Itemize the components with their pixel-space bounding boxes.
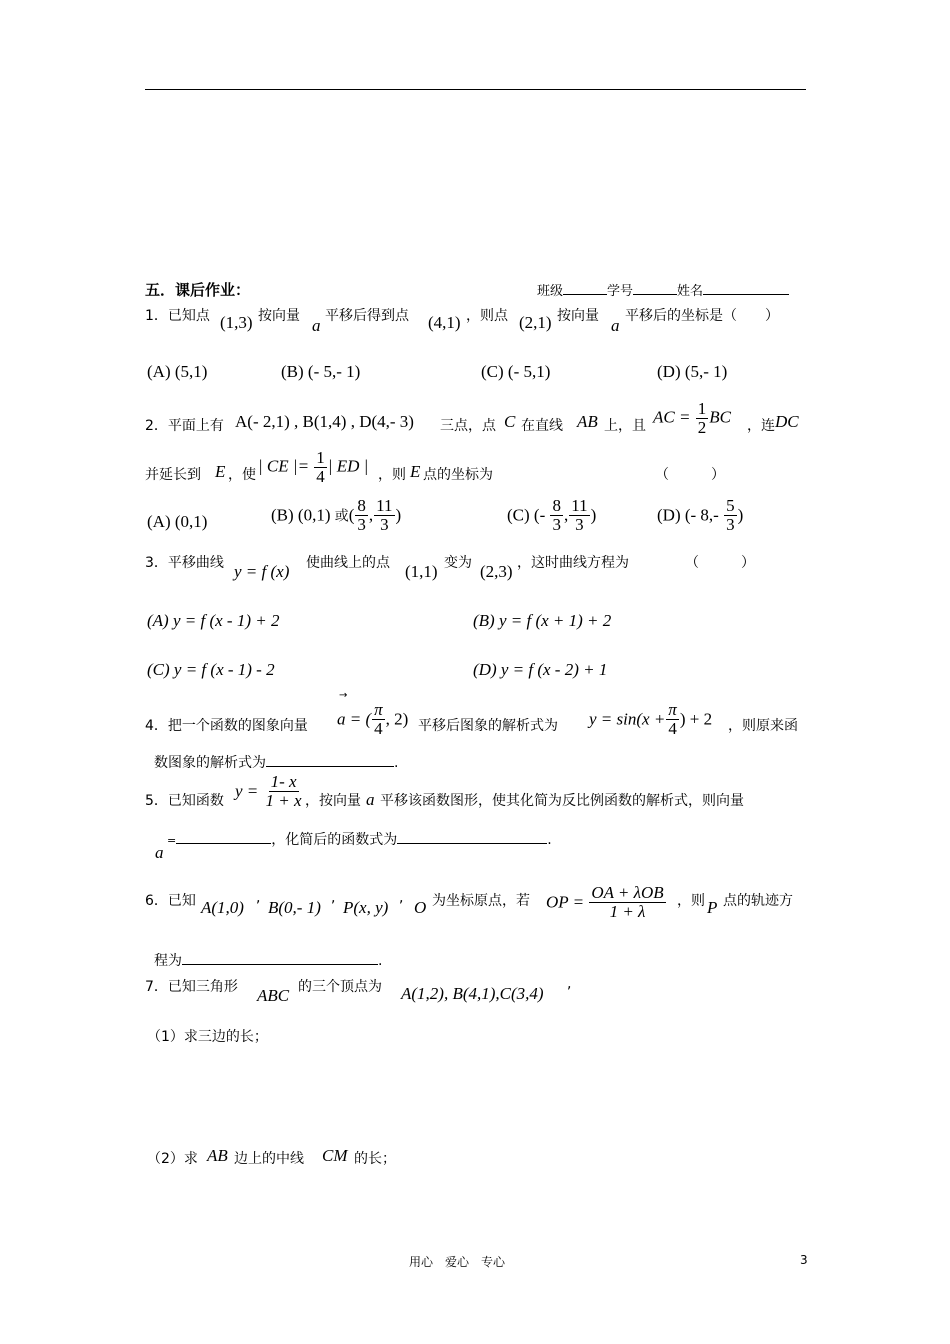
q2-text-a: 2．平面上有 bbox=[145, 418, 224, 434]
q4-answer-blank[interactable] bbox=[266, 752, 394, 767]
q2-c-11: 11 bbox=[571, 496, 588, 515]
q1-point2: (4,1) bbox=[428, 313, 461, 332]
q3-option-a[interactable]: (A) y = f (x - 1) + 2 bbox=[147, 611, 280, 630]
q4-text-b: 平移后图象的解析式为 bbox=[418, 718, 558, 734]
footer-motto: 用心 爱心 专心 bbox=[409, 1255, 506, 1269]
q5-fraction bbox=[264, 773, 304, 810]
q5-vector-blank[interactable] bbox=[176, 829, 271, 844]
q1-text-a: 1．已知点 bbox=[145, 308, 210, 324]
q6-text-a: 6．已知 bbox=[145, 893, 196, 909]
q2-quarter-fraction bbox=[314, 449, 327, 486]
q6-text-b: 为坐标原点，若 bbox=[432, 893, 530, 909]
q1-text-e: 按向量 bbox=[557, 308, 599, 324]
q7-text-b: 的三个顶点为 bbox=[298, 979, 382, 995]
q2-option-b-or: 或 bbox=[334, 508, 349, 525]
q2-point-a-text: A(- 2,1) bbox=[235, 412, 290, 431]
q6-sep3: , bbox=[399, 890, 404, 906]
q3-text-c: 变为 bbox=[444, 555, 472, 571]
q2-half-fraction bbox=[696, 400, 709, 437]
header-rule bbox=[145, 89, 806, 90]
q2-option-d-text: (D) (- 8,- bbox=[657, 505, 719, 525]
q4-line2-text: 数图象的解析式为 bbox=[154, 755, 266, 771]
q2-d-3: 3 bbox=[726, 514, 735, 534]
q4-vector-arrow: → bbox=[339, 690, 348, 701]
class-label: 班级 bbox=[537, 284, 564, 299]
q2-option-b[interactable]: (B) (0,1) 或( $\frac{8}{3}$ , $\frac{11}{3}$ ) bbox=[271, 496, 402, 534]
q2-b-3b: 3 bbox=[380, 514, 389, 534]
q7-sub2-c: 的长； bbox=[354, 1151, 396, 1167]
q2-dc: DC bbox=[775, 412, 799, 431]
q4-text-a: 4．把一个函数的图象向量 bbox=[145, 718, 308, 734]
q6-fraction bbox=[589, 884, 665, 921]
q2-option-b-frac1 bbox=[355, 497, 368, 534]
q3-text-a: 3．平移曲线 bbox=[145, 555, 224, 571]
q3-curve: y = f (x) bbox=[234, 562, 290, 581]
q2-quarter-num: 1 bbox=[316, 448, 325, 467]
q2-line2-a: 并延长到 bbox=[145, 467, 201, 483]
q6-den: 1 + λ bbox=[609, 901, 646, 921]
q7-sub2-a: （2）求 bbox=[147, 1151, 198, 1167]
q6-point-a: A(1,0) bbox=[201, 898, 244, 917]
q7-cm: CM bbox=[322, 1146, 348, 1165]
q2-ed-text: | ED | bbox=[327, 456, 369, 476]
q1-option-a[interactable]: (A) (5,1) bbox=[147, 362, 208, 381]
q2-option-a[interactable]: (A) (0,1) bbox=[147, 512, 208, 531]
q5-line2 bbox=[167, 829, 552, 849]
q4-four: 4 bbox=[374, 718, 383, 738]
q3-point1: (1,1) bbox=[405, 562, 438, 581]
q2-point-d-text: D(4,- 3) bbox=[359, 412, 414, 431]
q5-expression bbox=[235, 773, 305, 810]
q5-eq: = bbox=[167, 834, 177, 847]
q2-option-d[interactable]: (D) (- 8,- $\frac{5}{3}$ ) bbox=[657, 496, 744, 534]
q7-text-a: 7．已知三角形 bbox=[145, 979, 238, 995]
q2-c-8: 8 bbox=[552, 496, 561, 515]
page-number: 3 bbox=[800, 1253, 808, 1267]
q5-den: 1 + x bbox=[265, 790, 302, 810]
q6-sep2: , bbox=[331, 890, 336, 906]
q5-text-d: ，化简后的函数式为 bbox=[271, 832, 398, 848]
q4-expr-a: y = sin(x + bbox=[589, 709, 666, 729]
q2-bc: BC bbox=[709, 407, 731, 427]
q6-p: P bbox=[707, 898, 718, 917]
q5-end: . bbox=[547, 832, 552, 848]
name-blank[interactable] bbox=[703, 280, 789, 295]
q4-pi-frac bbox=[372, 701, 385, 738]
q6-line2 bbox=[154, 950, 382, 970]
q2-line2-c: ，则 bbox=[378, 467, 406, 483]
q5-y-eq: y = bbox=[235, 781, 259, 801]
q2-e: E bbox=[215, 462, 226, 481]
q4-line2-end: . bbox=[394, 755, 399, 771]
q3-answer-paren: （ ） bbox=[685, 555, 755, 571]
q6-op-expr bbox=[546, 884, 667, 921]
q2-e2: E bbox=[410, 462, 421, 481]
q6-text-c: ，则 bbox=[677, 893, 705, 909]
q2-ac-text: AC = bbox=[653, 407, 691, 427]
q2-b-11: 11 bbox=[376, 496, 393, 515]
q6-line2-text: 程为 bbox=[154, 953, 182, 969]
q4-expr-four: 4 bbox=[668, 718, 677, 738]
q4-vector-a: a = ( bbox=[337, 709, 372, 729]
id-label: 学号 bbox=[607, 284, 634, 299]
q2-quarter-den: 4 bbox=[316, 466, 325, 486]
q2-c: C bbox=[504, 412, 516, 431]
q1-vector-a2: a bbox=[611, 316, 620, 335]
q7-points: A(1,2), B(4,1),C(3,4) bbox=[401, 984, 544, 1003]
q6-point-p: P(x, y) bbox=[343, 898, 389, 917]
q3-text-d: ，这时曲线方程为 bbox=[517, 555, 629, 571]
q2-ce-text: | CE |= bbox=[258, 456, 310, 476]
q6-point-b: B(0,- 1) bbox=[268, 898, 321, 917]
q1-option-d[interactable]: (D) (5,- 1) bbox=[657, 362, 728, 381]
q2-line2-d: 点的坐标为 bbox=[423, 467, 493, 483]
q4-expr-frac bbox=[666, 701, 679, 738]
q1-option-b[interactable]: (B) (- 5,- 1) bbox=[281, 362, 361, 381]
section-title: 五．课后作业： bbox=[145, 281, 251, 299]
q2-ab: AB bbox=[577, 412, 598, 431]
q4-expr-pi: π bbox=[668, 700, 677, 719]
q2-text-e: ，连 bbox=[747, 418, 775, 434]
q2-point-a: A(- 2,1) , B(1,4) , D(4,- 3) bbox=[235, 412, 414, 431]
q1-option-c[interactable]: (C) (- 5,1) bbox=[481, 362, 551, 381]
q1-text-b: 按向量 bbox=[258, 308, 300, 324]
q2-half-den: 2 bbox=[697, 417, 707, 437]
q2-text-c: 在直线 bbox=[521, 418, 563, 434]
q2-line2-b: ，使 bbox=[228, 467, 256, 483]
q5-vector-a: a bbox=[366, 790, 375, 809]
q4-pi: π bbox=[374, 700, 383, 719]
student-info bbox=[537, 280, 789, 299]
q4-line2 bbox=[154, 752, 398, 772]
q2-option-c-frac2 bbox=[569, 497, 589, 534]
q2-option-c[interactable]: (C) (- $\frac{8}{3}$ , $\frac{11}{3}$ ) bbox=[507, 496, 597, 534]
q2-ac-eq bbox=[653, 400, 731, 437]
q2-point-b-text: B(1,4) bbox=[302, 412, 347, 431]
q2-option-c-text: (C) (- bbox=[507, 505, 546, 525]
q4-vector-end: , 2) bbox=[385, 709, 409, 729]
q1-point1: (1,3) bbox=[220, 313, 253, 332]
q7-sub2-b: 边上的中线 bbox=[234, 1151, 304, 1167]
class-blank[interactable] bbox=[563, 280, 607, 295]
q2-text-d: 上，且 bbox=[604, 418, 646, 434]
q2-option-d-frac bbox=[724, 497, 737, 534]
q2-c-3b: 3 bbox=[575, 514, 584, 534]
q6-op: OP = bbox=[546, 892, 585, 912]
q6-num: OA + λOB bbox=[591, 883, 664, 902]
q5-num: 1- x bbox=[270, 772, 297, 791]
q5-vector-a2: a bbox=[155, 843, 164, 862]
q5-function-blank[interactable] bbox=[397, 829, 547, 844]
q7-sub1: （1）求三边的长； bbox=[147, 1029, 268, 1045]
q2-option-b-text: (B) (0,1) bbox=[271, 505, 331, 525]
q6-sep1: , bbox=[256, 890, 261, 906]
q2-ce-expr bbox=[258, 449, 368, 486]
q3-point2: (2,3) bbox=[480, 562, 513, 581]
q1-point3: (2,1) bbox=[519, 313, 552, 332]
q6-origin: O bbox=[414, 898, 427, 917]
q2-half-num: 1 bbox=[697, 399, 707, 418]
q4-expr-b: ) + 2 bbox=[679, 709, 713, 729]
q2-text-b: 三点，点 bbox=[440, 418, 496, 434]
q1-vector-a: a bbox=[312, 316, 321, 335]
q7-abc: ABC bbox=[257, 986, 290, 1005]
q5-text-c: 平移该函数图形，使其化简为反比例函数的解析式，则向量 bbox=[380, 793, 744, 809]
name-label: 姓名 bbox=[677, 284, 704, 299]
q3-text-b: 使曲线上的点 bbox=[306, 555, 390, 571]
q2-answer-paren: （ ） bbox=[655, 467, 725, 483]
q2-option-c-frac1 bbox=[550, 497, 563, 534]
q6-text-d: 点的轨迹方 bbox=[723, 893, 793, 909]
q2-b-8: 8 bbox=[357, 496, 366, 515]
q1-text-f: 平移后的坐标是（ ） bbox=[625, 308, 779, 324]
q4-text-c: ，则原来函 bbox=[728, 718, 798, 734]
q6-answer-blank[interactable] bbox=[182, 950, 378, 965]
q7-points-comma: , bbox=[567, 976, 572, 992]
q2-d-5: 5 bbox=[726, 496, 735, 515]
q1-text-d: ，则点 bbox=[466, 308, 508, 324]
q3-option-d[interactable]: (D) y = f (x - 2) + 1 bbox=[473, 660, 608, 679]
q2-c-3a: 3 bbox=[552, 514, 561, 534]
q4-expression bbox=[589, 701, 712, 738]
q5-text-a: 5．已知函数 bbox=[145, 793, 224, 809]
q3-option-b[interactable]: (B) y = f (x + 1) + 2 bbox=[473, 611, 612, 630]
q6-end: . bbox=[378, 953, 383, 969]
id-blank[interactable] bbox=[633, 280, 677, 295]
q2-b-3a: 3 bbox=[357, 514, 366, 534]
q7-ab: AB bbox=[207, 1146, 228, 1165]
q3-option-c[interactable]: (C) y = f (x - 1) - 2 bbox=[147, 660, 275, 679]
q2-option-b-frac2 bbox=[374, 497, 394, 534]
q5-text-b: ，按向量 bbox=[305, 793, 361, 809]
q4-vector-expr bbox=[337, 701, 408, 738]
q1-text-c: 平移后得到点 bbox=[325, 308, 409, 324]
